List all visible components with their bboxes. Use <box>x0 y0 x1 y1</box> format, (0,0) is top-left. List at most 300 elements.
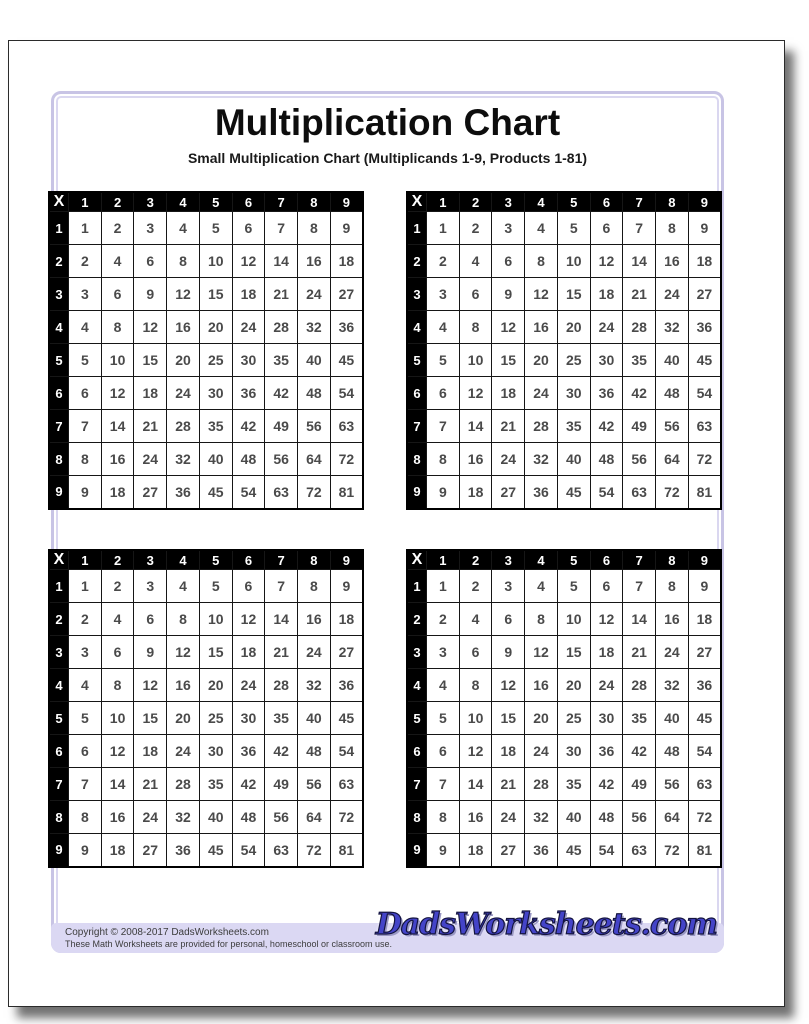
product-cell: 64 <box>656 443 689 476</box>
product-cell: 30 <box>557 735 590 768</box>
product-cell: 6 <box>232 212 265 245</box>
product-cell: 12 <box>525 636 558 669</box>
row-header: 4 <box>49 669 69 702</box>
table-row <box>49 669 363 702</box>
corner-label: X <box>407 550 427 570</box>
product-cell: 12 <box>492 669 525 702</box>
product-cell: 9 <box>69 476 102 509</box>
product-cell: 24 <box>492 443 525 476</box>
product-cell: 12 <box>590 245 623 278</box>
product-cell: 42 <box>265 377 298 410</box>
product-cell: 45 <box>688 702 721 735</box>
product-cell: 5 <box>69 344 102 377</box>
product-cell: 40 <box>298 344 331 377</box>
column-header: 4 <box>167 192 200 212</box>
product-cell: 21 <box>134 410 167 443</box>
product-cell: 49 <box>265 410 298 443</box>
product-cell: 24 <box>656 278 689 311</box>
product-cell: 24 <box>492 801 525 834</box>
product-cell: 42 <box>232 768 265 801</box>
product-cell: 40 <box>557 801 590 834</box>
product-cell: 72 <box>656 834 689 867</box>
product-cell: 72 <box>330 443 363 476</box>
column-header: 9 <box>688 192 721 212</box>
product-cell: 14 <box>101 768 134 801</box>
row-header: 4 <box>49 311 69 344</box>
product-cell: 18 <box>492 735 525 768</box>
header-row <box>49 550 363 570</box>
product-cell: 35 <box>265 344 298 377</box>
column-header: 9 <box>330 550 363 570</box>
product-cell: 32 <box>525 801 558 834</box>
product-cell: 18 <box>101 834 134 867</box>
product-cell: 9 <box>330 570 363 603</box>
product-cell: 49 <box>623 410 656 443</box>
row-header: 5 <box>49 702 69 735</box>
product-cell: 9 <box>492 636 525 669</box>
product-cell: 30 <box>590 702 623 735</box>
product-cell: 14 <box>623 603 656 636</box>
product-cell: 10 <box>101 344 134 377</box>
product-cell: 63 <box>330 768 363 801</box>
product-cell: 7 <box>265 570 298 603</box>
product-cell: 4 <box>101 245 134 278</box>
product-cell: 12 <box>459 377 492 410</box>
row-header: 7 <box>49 768 69 801</box>
product-cell: 12 <box>167 278 200 311</box>
product-cell: 7 <box>623 212 656 245</box>
multiplication-table-bottom-right <box>406 549 722 868</box>
row-header: 3 <box>407 636 427 669</box>
product-cell: 64 <box>656 801 689 834</box>
product-cell: 16 <box>459 801 492 834</box>
product-cell: 18 <box>101 476 134 509</box>
product-cell: 7 <box>69 410 102 443</box>
product-cell: 18 <box>330 603 363 636</box>
product-cell: 7 <box>69 768 102 801</box>
product-cell: 36 <box>525 834 558 867</box>
product-cell: 24 <box>167 377 200 410</box>
row-header: 5 <box>49 344 69 377</box>
product-cell: 2 <box>69 603 102 636</box>
column-header: 1 <box>69 550 102 570</box>
product-cell: 18 <box>232 636 265 669</box>
product-cell: 20 <box>199 669 232 702</box>
product-cell: 36 <box>167 834 200 867</box>
page-subtitle: Small Multiplication Chart (Multiplicands 1-9, Products 1-81) <box>187 150 588 166</box>
column-header: 5 <box>199 192 232 212</box>
product-cell: 40 <box>656 702 689 735</box>
product-cell: 6 <box>427 377 460 410</box>
row-header: 1 <box>407 570 427 603</box>
column-header: 8 <box>656 192 689 212</box>
column-header: 1 <box>69 192 102 212</box>
corner-label: X <box>49 192 69 212</box>
table-row <box>49 278 363 311</box>
product-cell: 63 <box>688 768 721 801</box>
product-cell: 24 <box>134 801 167 834</box>
table-row <box>49 834 363 867</box>
product-cell: 24 <box>298 278 331 311</box>
product-cell: 63 <box>688 410 721 443</box>
page-title: Multiplication Chart <box>214 102 561 143</box>
row-header: 5 <box>407 702 427 735</box>
product-cell: 3 <box>69 636 102 669</box>
product-cell: 9 <box>492 278 525 311</box>
product-cell: 28 <box>525 768 558 801</box>
product-cell: 4 <box>525 212 558 245</box>
product-cell: 36 <box>688 311 721 344</box>
product-cell: 8 <box>69 801 102 834</box>
product-cell: 9 <box>688 570 721 603</box>
product-cell: 5 <box>199 212 232 245</box>
product-cell: 63 <box>330 410 363 443</box>
product-cell: 21 <box>492 768 525 801</box>
product-cell: 9 <box>427 834 460 867</box>
row-header: 6 <box>49 735 69 768</box>
product-cell: 12 <box>232 603 265 636</box>
product-cell: 4 <box>69 669 102 702</box>
row-header: 2 <box>49 245 69 278</box>
product-cell: 8 <box>525 603 558 636</box>
product-cell: 18 <box>492 377 525 410</box>
row-header: 3 <box>49 278 69 311</box>
product-cell: 30 <box>199 735 232 768</box>
row-header: 3 <box>407 278 427 311</box>
product-cell: 8 <box>459 669 492 702</box>
product-cell: 20 <box>167 344 200 377</box>
product-cell: 28 <box>623 311 656 344</box>
product-cell: 21 <box>623 278 656 311</box>
product-cell: 40 <box>557 443 590 476</box>
product-cell: 16 <box>525 669 558 702</box>
product-cell: 3 <box>427 636 460 669</box>
product-cell: 20 <box>557 669 590 702</box>
column-header: 8 <box>656 550 689 570</box>
product-cell: 48 <box>656 735 689 768</box>
product-cell: 49 <box>623 768 656 801</box>
row-header: 4 <box>407 669 427 702</box>
product-cell: 12 <box>101 377 134 410</box>
product-cell: 54 <box>232 834 265 867</box>
product-cell: 6 <box>69 735 102 768</box>
product-cell: 6 <box>427 735 460 768</box>
usage-text: These Math Worksheets are provided for personal, homeschool or classroom use. <box>65 939 392 949</box>
product-cell: 8 <box>167 603 200 636</box>
product-cell: 35 <box>199 768 232 801</box>
table-row <box>407 801 721 834</box>
product-cell: 25 <box>557 702 590 735</box>
product-cell: 8 <box>101 311 134 344</box>
row-header: 6 <box>49 377 69 410</box>
product-cell: 12 <box>101 735 134 768</box>
product-cell: 48 <box>298 377 331 410</box>
table-row <box>49 603 363 636</box>
product-cell: 5 <box>557 212 590 245</box>
product-cell: 24 <box>167 735 200 768</box>
product-cell: 21 <box>265 278 298 311</box>
product-cell: 27 <box>134 476 167 509</box>
product-cell: 12 <box>459 735 492 768</box>
product-cell: 36 <box>590 735 623 768</box>
column-header: 5 <box>199 550 232 570</box>
product-cell: 64 <box>298 801 331 834</box>
table-row <box>407 377 721 410</box>
product-cell: 15 <box>199 636 232 669</box>
product-cell: 6 <box>492 603 525 636</box>
product-cell: 10 <box>459 702 492 735</box>
column-header: 2 <box>459 550 492 570</box>
product-cell: 54 <box>688 735 721 768</box>
table-row <box>407 443 721 476</box>
product-cell: 2 <box>459 212 492 245</box>
product-cell: 54 <box>688 377 721 410</box>
product-cell: 20 <box>167 702 200 735</box>
product-cell: 30 <box>590 344 623 377</box>
product-cell: 24 <box>232 669 265 702</box>
product-cell: 48 <box>590 801 623 834</box>
column-header: 3 <box>134 192 167 212</box>
product-cell: 28 <box>265 669 298 702</box>
table-row <box>49 801 363 834</box>
product-cell: 2 <box>459 570 492 603</box>
product-cell: 3 <box>492 570 525 603</box>
table-row <box>407 344 721 377</box>
product-cell: 10 <box>199 245 232 278</box>
column-header: 7 <box>623 550 656 570</box>
product-cell: 2 <box>101 212 134 245</box>
product-cell: 35 <box>623 344 656 377</box>
table-row <box>407 735 721 768</box>
column-header: 1 <box>427 550 460 570</box>
product-cell: 6 <box>101 636 134 669</box>
table-row <box>49 636 363 669</box>
product-cell: 24 <box>134 443 167 476</box>
table-row <box>49 443 363 476</box>
row-header: 2 <box>407 245 427 278</box>
product-cell: 16 <box>298 603 331 636</box>
header-row <box>407 192 721 212</box>
product-cell: 32 <box>298 311 331 344</box>
product-cell: 8 <box>167 245 200 278</box>
product-cell: 8 <box>656 212 689 245</box>
multiplication-table-top-right <box>406 191 722 510</box>
product-cell: 6 <box>590 212 623 245</box>
product-cell: 32 <box>525 443 558 476</box>
row-header: 9 <box>407 476 427 509</box>
product-cell: 64 <box>298 443 331 476</box>
row-header: 2 <box>49 603 69 636</box>
product-cell: 63 <box>623 476 656 509</box>
column-header: 4 <box>525 192 558 212</box>
product-cell: 36 <box>167 476 200 509</box>
table-row <box>49 410 363 443</box>
product-cell: 56 <box>623 443 656 476</box>
product-cell: 27 <box>134 834 167 867</box>
product-cell: 18 <box>232 278 265 311</box>
product-cell: 28 <box>265 311 298 344</box>
product-cell: 32 <box>167 801 200 834</box>
product-cell: 27 <box>492 834 525 867</box>
product-cell: 36 <box>330 311 363 344</box>
product-cell: 24 <box>590 669 623 702</box>
table-row <box>49 344 363 377</box>
copyright-text: Copyright © 2008-2017 DadsWorksheets.com <box>65 927 269 938</box>
product-cell: 63 <box>265 476 298 509</box>
column-header: 8 <box>298 550 331 570</box>
product-cell: 56 <box>623 801 656 834</box>
product-cell: 1 <box>69 212 102 245</box>
product-cell: 49 <box>265 768 298 801</box>
table-row <box>407 410 721 443</box>
row-header: 1 <box>407 212 427 245</box>
product-cell: 20 <box>525 702 558 735</box>
product-cell: 15 <box>134 344 167 377</box>
product-cell: 5 <box>69 702 102 735</box>
product-cell: 48 <box>590 443 623 476</box>
table-row <box>407 570 721 603</box>
product-cell: 48 <box>232 443 265 476</box>
product-cell: 24 <box>232 311 265 344</box>
corner-label: X <box>49 550 69 570</box>
product-cell: 20 <box>199 311 232 344</box>
product-cell: 21 <box>623 636 656 669</box>
product-cell: 15 <box>492 344 525 377</box>
product-cell: 10 <box>199 603 232 636</box>
table-row <box>407 212 721 245</box>
product-cell: 28 <box>623 669 656 702</box>
column-header: 8 <box>298 192 331 212</box>
product-cell: 10 <box>557 603 590 636</box>
product-cell: 5 <box>199 570 232 603</box>
product-cell: 72 <box>656 476 689 509</box>
product-cell: 4 <box>459 603 492 636</box>
product-cell: 5 <box>427 344 460 377</box>
product-cell: 35 <box>265 702 298 735</box>
column-header: 2 <box>101 550 134 570</box>
product-cell: 12 <box>232 245 265 278</box>
product-cell: 48 <box>656 377 689 410</box>
product-cell: 32 <box>656 311 689 344</box>
row-header: 4 <box>407 311 427 344</box>
product-cell: 3 <box>492 212 525 245</box>
product-cell: 42 <box>590 410 623 443</box>
product-cell: 8 <box>101 669 134 702</box>
product-cell: 21 <box>134 768 167 801</box>
product-cell: 10 <box>101 702 134 735</box>
product-cell: 3 <box>134 212 167 245</box>
product-cell: 12 <box>134 669 167 702</box>
row-header: 6 <box>407 377 427 410</box>
column-header: 7 <box>265 550 298 570</box>
product-cell: 9 <box>330 212 363 245</box>
product-cell: 15 <box>134 702 167 735</box>
product-cell: 36 <box>525 476 558 509</box>
product-cell: 9 <box>688 212 721 245</box>
product-cell: 10 <box>557 245 590 278</box>
product-cell: 16 <box>459 443 492 476</box>
product-cell: 28 <box>525 410 558 443</box>
table-row <box>49 570 363 603</box>
column-header: 4 <box>525 550 558 570</box>
product-cell: 12 <box>134 311 167 344</box>
product-cell: 35 <box>557 768 590 801</box>
product-cell: 18 <box>688 603 721 636</box>
product-cell: 35 <box>623 702 656 735</box>
product-cell: 15 <box>492 702 525 735</box>
product-cell: 5 <box>557 570 590 603</box>
product-cell: 45 <box>330 344 363 377</box>
product-cell: 8 <box>525 245 558 278</box>
product-cell: 4 <box>101 603 134 636</box>
product-cell: 45 <box>199 476 232 509</box>
product-cell: 16 <box>101 443 134 476</box>
product-cell: 6 <box>101 278 134 311</box>
product-cell: 8 <box>298 570 331 603</box>
product-cell: 56 <box>298 768 331 801</box>
product-cell: 16 <box>525 311 558 344</box>
product-cell: 40 <box>656 344 689 377</box>
product-cell: 40 <box>199 801 232 834</box>
table-row <box>407 245 721 278</box>
product-cell: 16 <box>298 245 331 278</box>
row-header: 8 <box>407 443 427 476</box>
product-cell: 48 <box>298 735 331 768</box>
column-header: 6 <box>590 192 623 212</box>
product-cell: 27 <box>330 636 363 669</box>
table-row <box>49 377 363 410</box>
product-cell: 4 <box>167 212 200 245</box>
product-cell: 4 <box>525 570 558 603</box>
product-cell: 1 <box>427 212 460 245</box>
product-cell: 14 <box>265 245 298 278</box>
column-header: 3 <box>134 550 167 570</box>
product-cell: 2 <box>427 245 460 278</box>
product-cell: 42 <box>623 735 656 768</box>
product-cell: 10 <box>459 344 492 377</box>
product-cell: 8 <box>459 311 492 344</box>
product-cell: 21 <box>492 410 525 443</box>
product-cell: 9 <box>134 636 167 669</box>
product-cell: 4 <box>427 311 460 344</box>
product-cell: 32 <box>167 443 200 476</box>
table-row <box>49 768 363 801</box>
column-header: 5 <box>557 550 590 570</box>
product-cell: 18 <box>134 735 167 768</box>
row-header: 9 <box>49 476 69 509</box>
product-cell: 6 <box>590 570 623 603</box>
row-header: 8 <box>407 801 427 834</box>
product-cell: 7 <box>623 570 656 603</box>
product-cell: 12 <box>492 311 525 344</box>
product-cell: 72 <box>298 476 331 509</box>
product-cell: 6 <box>459 278 492 311</box>
table-row <box>407 834 721 867</box>
product-cell: 56 <box>656 410 689 443</box>
table-row <box>407 768 721 801</box>
product-cell: 27 <box>688 278 721 311</box>
product-cell: 12 <box>525 278 558 311</box>
product-cell: 16 <box>101 801 134 834</box>
product-cell: 54 <box>232 476 265 509</box>
column-header: 3 <box>492 192 525 212</box>
column-header: 7 <box>265 192 298 212</box>
product-cell: 56 <box>265 801 298 834</box>
table-row <box>407 702 721 735</box>
row-header: 7 <box>49 410 69 443</box>
product-cell: 63 <box>265 834 298 867</box>
product-cell: 24 <box>298 636 331 669</box>
